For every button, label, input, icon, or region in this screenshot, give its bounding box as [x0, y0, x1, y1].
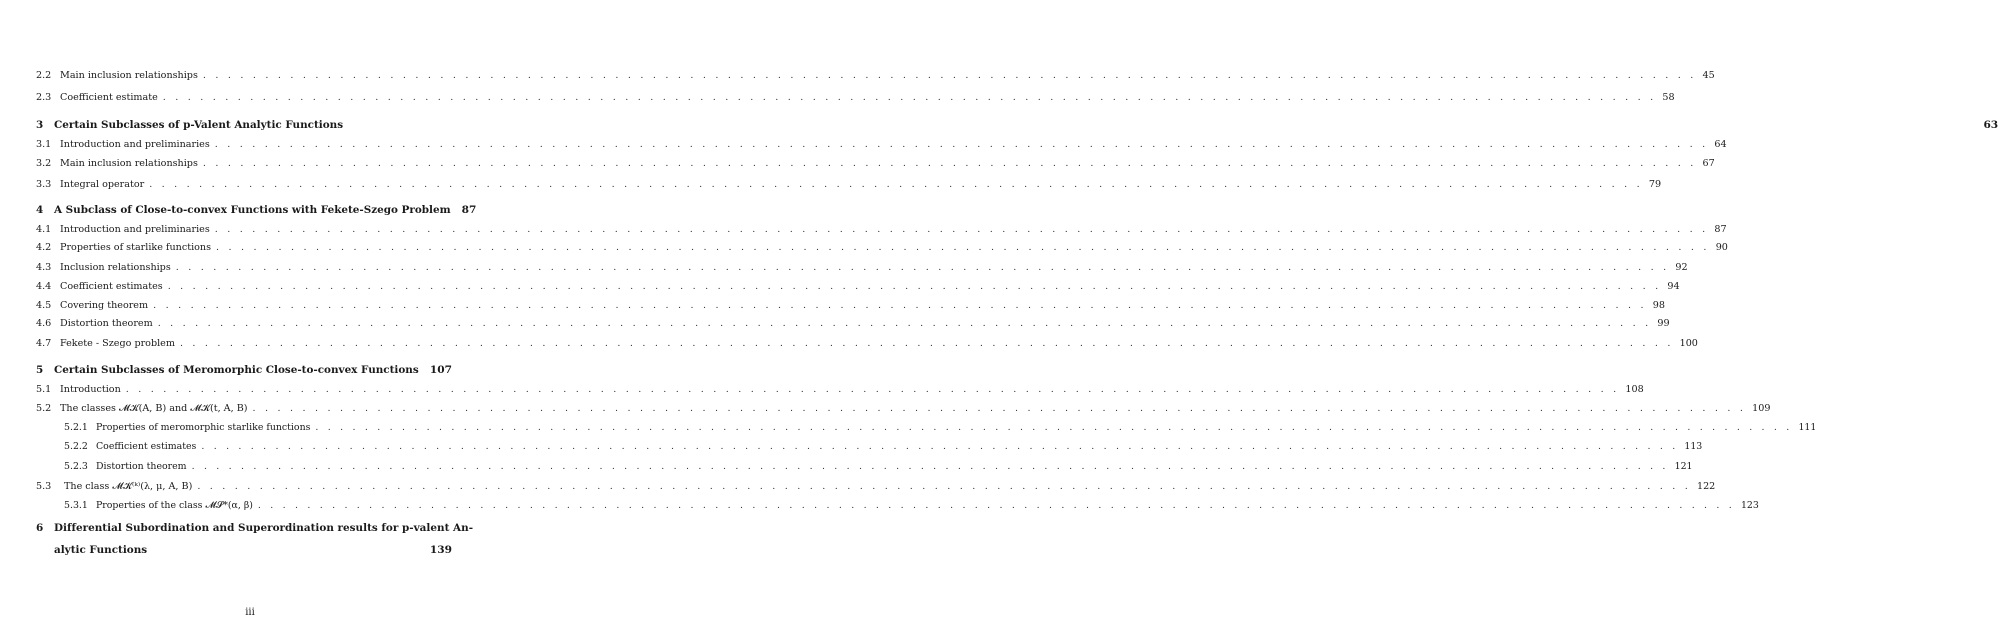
toc-section-row [36, 281, 1680, 292]
toc-section-row [36, 403, 1771, 414]
toc-section-row [36, 70, 1715, 81]
toc-title: Main inclusion relationships [60, 70, 198, 81]
toc-number: 5 [36, 364, 44, 376]
chapter-title-line-1: Differential Subordination and Superordination results for p-valent An- [54, 522, 474, 534]
toc-chapter-row [36, 204, 477, 216]
toc-title: Covering theorem [60, 300, 149, 311]
chapter-number: 6 [36, 522, 44, 534]
toc-page-number: 45 [1702, 70, 1715, 81]
toc-subsection-row [64, 500, 1759, 511]
toc-title: A Subclass of Close-to-convex Functions with Fekete-Szego Problem [54, 204, 451, 216]
toc-page-number: 107 [429, 364, 452, 376]
dot-leader: . . . . . . . . . . . . . . . . . . . . . . . . . . . . . . . . . . . . . . . . . . . . . . . . . . . . . . . . . . . . . . . . . . . . . . . . . . . . . . . . . . . . . . . . . . . . . . . . . . . . . . . . . . . . . . . . . . . . . . . . [214, 224, 1709, 235]
toc-number: 5.2.1 [64, 422, 88, 433]
toc-page-number: 67 [1702, 158, 1715, 169]
toc-title: Properties of the class 𝓜𝓢*(α, β) [96, 500, 253, 511]
toc-title: Properties of starlike functions [60, 242, 212, 253]
toc-section-row [36, 242, 1728, 253]
toc-section-row [36, 318, 1670, 329]
toc-title: Fekete - Szego problem [60, 338, 175, 349]
toc-page-number: 100 [1679, 338, 1698, 349]
toc-number: 2.3 [36, 92, 52, 103]
toc-title: Properties of meromorphic starlike functions [96, 422, 311, 433]
toc-number: 5.3.1 [64, 500, 88, 511]
toc-page-number: 63 [1983, 119, 1998, 131]
toc-number: 4.6 [36, 318, 52, 329]
toc-number: 5.1 [36, 384, 52, 395]
toc-page-number: 108 [1625, 384, 1644, 395]
toc-section-row [36, 338, 1698, 349]
toc-subsection-row [64, 422, 1817, 433]
dot-leader: . . . . . . . . . . . . . . . . . . . . . . . . . . . . . . . . . . . . . . . . . . . . . . . . . . . . . . . . . . . . . . . . . . . . . . . . . . . . . . . . . . . . . . . . . . . . . . . . . . . . . . . . . . . . . . . . . . . . . . . . [191, 461, 1669, 472]
toc-title: Integral operator [60, 179, 145, 190]
chapter-page-number: 139 [429, 544, 452, 556]
toc-number: 3.3 [36, 179, 52, 190]
page-footer-number: iii [245, 607, 255, 618]
dot-leader: . . . . . . . . . . . . . . . . . . . . . . . . . . . . . . . . . . . . . . . . . . . . . . . . . . . . . . . . . . . . . . . . . . . . . . . . . . . . . . . . . . . . . . . . . . . . . . . . . . . . . . . . . . . . . . . . . . . . . . . . [201, 441, 1679, 452]
toc-title: Introduction and preliminaries [60, 224, 210, 235]
toc-title: The classes 𝓜𝓚(A, B) and 𝓜𝓚(t, A, B) [60, 403, 248, 414]
dot-leader: . . . . . . . . . . . . . . . . . . . . . . . . . . . . . . . . . . . . . . . . . . . . . . . . . . . . . . . . . . . . . . . . . . . . . . . . . . . . . . . . . . . . . . . . . . . . . . . . . . . . . . . . . . . . . . . . . . . . . . . . [153, 300, 1647, 311]
toc-number: 5.2.2 [64, 441, 88, 452]
dot-leader: . . . . . . . . . . . . . . . . . . . . . . . . . . . . . . . . . . . . . . . . . . . . . . . . . . . . . . . . . . . . . . . . . . . . . . . . . . . . . . . . . . . . . . . . . . . . . . . . . . . . . . . . . . . . . . . . . . . . . . . . [202, 158, 1697, 169]
toc-title: Coefficient estimates [60, 281, 163, 292]
toc-page-number: 109 [1752, 403, 1771, 414]
toc-number: 3 [36, 119, 44, 131]
toc-page-number: 122 [1696, 481, 1716, 492]
toc-number: 5.3 [36, 481, 52, 492]
dot-leader: . . . . . . . . . . . . . . . . . . . . . . . . . . . . . . . . . . . . . . . . . . . . . . . . . . . . . . . . . . . . . . . . . . . . . . . . . . . . . . . . . . . . . . . . . . . . . . . . . . . . . . . . . . . . . . . . . . . . . . . . [257, 500, 1735, 511]
toc-chapter-row [36, 119, 1998, 131]
toc-title: Certain Subclasses of p-Valent Analytic Functions [54, 119, 344, 131]
toc-title: The class 𝓜𝓚⁽ᵏ⁾(λ, μ, A, B) [64, 481, 193, 492]
toc-section-row [36, 92, 1675, 103]
toc-page-number: 123 [1740, 500, 1759, 511]
toc-number: 4.3 [36, 262, 52, 273]
toc-page-number: 121 [1674, 461, 1693, 472]
toc-subsection-row [64, 441, 1703, 452]
dot-leader: . . . . . . . . . . . . . . . . . . . . . . . . . . . . . . . . . . . . . . . . . . . . . . . . . . . . . . . . . . . . . . . . . . . . . . . . . . . . . . . . . . . . . . . . . . . . . . . . . . . . . . . . . . . . . . . . . . . . . . . . [179, 338, 1674, 349]
toc-subsection-row [64, 461, 1693, 472]
dot-leader: . . . . . . . . . . . . . . . . . . . . . . . . . . . . . . . . . . . . . . . . . . . . . . . . . . . . . . . . . . . . . . . . . . . . . . . . . . . . . . . . . . . . . . . . . . . . . . . . . . . . . . . . . . . . . . . . . . . . . . . . [162, 92, 1657, 103]
toc-page-number: 87 [1714, 224, 1727, 235]
toc-page-number: 94 [1667, 281, 1680, 292]
toc-page-number: 111 [1798, 422, 1817, 433]
dot-leader: . . . . . . . . . . . . . . . . . . . . . . . . . . . . . . . . . . . . . . . . . . . . . . . . . . . . . . . . . . . . . . . . . . . . . . . . . . . . . . . . . . . . . . . . . . . . . . . . . . . . . . . . . . . . . . . . . . . . . . . . [125, 384, 1620, 395]
dot-leader: . . . . . . . . . . . . . . . . . . . . . . . . . . . . . . . . . . . . . . . . . . . . . . . . . . . . . . . . . . . . . . . . . . . . . . . . . . . . . . . . . . . . . . . . . . . . . . . . . . . . . . . . . . . . . . . . . . . . . . . . [175, 262, 1670, 273]
toc-title: Introduction and preliminaries [60, 139, 210, 150]
toc-page-number: 90 [1715, 242, 1728, 253]
toc-section-row [36, 179, 1662, 190]
toc-page-number: 79 [1648, 179, 1662, 190]
toc-title: Distortion theorem [96, 461, 187, 472]
toc-number: 4.7 [36, 338, 52, 349]
toc-title: Main inclusion relationships [60, 158, 198, 169]
toc-page-number: 92 [1675, 262, 1688, 273]
toc-page-number: 98 [1652, 300, 1665, 311]
toc-page-number: 58 [1662, 92, 1675, 103]
toc-page-number: 87 [461, 204, 477, 216]
toc-title: Certain Subclasses of Meromorphic Close-to-convex Functions [54, 364, 419, 376]
dot-leader: . . . . . . . . . . . . . . . . . . . . . . . . . . . . . . . . . . . . . . . . . . . . . . . . . . . . . . . . . . . . . . . . . . . . . . . . . . . . . . . . . . . . . . . . . . . . . . . . . . . . . . . . . . . . . . . . . . . . . . . . [167, 281, 1662, 292]
toc-section-row [36, 481, 1716, 492]
toc-section-row [36, 300, 1665, 311]
toc-title: Distortion theorem [60, 318, 153, 329]
toc-title: Coefficient estimate [60, 92, 158, 103]
toc-number: 5.2.3 [64, 461, 88, 472]
toc-title: Introduction [60, 384, 121, 395]
toc-page-number: 113 [1684, 441, 1703, 452]
toc-number: 3.2 [36, 158, 52, 169]
toc-number: 3.1 [36, 139, 52, 150]
dot-leader: . . . . . . . . . . . . . . . . . . . . . . . . . . . . . . . . . . . . . . . . . . . . . . . . . . . . . . . . . . . . . . . . . . . . . . . . . . . . . . . . . . . . . . . . . . . . . . . . . . . . . . . . . . . . . . . . . . . . . . . . [216, 242, 1710, 253]
toc-section-row [36, 158, 1715, 169]
toc-section-row [36, 384, 1644, 395]
toc-number: 4.1 [36, 224, 52, 235]
toc-page-number: 64 [1714, 139, 1727, 150]
dot-leader: . . . . . . . . . . . . . . . . . . . . . . . . . . . . . . . . . . . . . . . . . . . . . . . . . . . . . . . . . . . . . . . . . . . . . . . . . . . . . . . . . . . . . . . . . . . . . . . . . . . . . . . . . . . . . . . . . . . . . . . . [252, 403, 1747, 414]
dot-leader: . . . . . . . . . . . . . . . . . . . . . . . . . . . . . . . . . . . . . . . . . . . . . . . . . . . . . . . . . . . . . . . . . . . . . . . . . . . . . . . . . . . . . . . . . . . . . . . . . . . . . . . . . . . . . . . . . . . . . . . . [202, 70, 1697, 81]
dot-leader: . . . . . . . . . . . . . . . . . . . . . . . . . . . . . . . . . . . . . . . . . . . . . . . . . . . . . . . . . . . . . . . . . . . . . . . . . . . . . . . . . . . . . . . . . . . . . . . . . . . . . . . . . . . . . . . . . . . . . . . . [157, 318, 1652, 329]
dot-leader: . . . . . . . . . . . . . . . . . . . . . . . . . . . . . . . . . . . . . . . . . . . . . . . . . . . . . . . . . . . . . . . . . . . . . . . . . . . . . . . . . . . . . . . . . . . . . . . . . . . . . . . . . . . . . . . . . . . . . . . . [197, 481, 1691, 492]
toc-title: Inclusion relationships [60, 262, 171, 273]
chapter-title-line-2: alytic Functions [54, 544, 148, 556]
dot-leader: . . . . . . . . . . . . . . . . . . . . . . . . . . . . . . . . . . . . . . . . . . . . . . . . . . . . . . . . . . . . . . . . . . . . . . . . . . . . . . . . . . . . . . . . . . . . . . . . . . . . . . . . . . . . . . . . . . . . . . . . [214, 139, 1709, 150]
toc-number: 4.5 [36, 300, 52, 311]
toc-number: 4.2 [36, 242, 52, 253]
dot-leader: . . . . . . . . . . . . . . . . . . . . . . . . . . . . . . . . . . . . . . . . . . . . . . . . . . . . . . . . . . . . . . . . . . . . . . . . . . . . . . . . . . . . . . . . . . . . . . . . . . . . . . . . . . . . . . . . . . . . . . . . [315, 422, 1793, 433]
toc-section-row [36, 224, 1727, 235]
toc-title: Coefficient estimates [96, 441, 197, 452]
toc-number: 4.4 [36, 281, 52, 292]
toc-section-row [36, 262, 1688, 273]
toc-page-number: 99 [1657, 318, 1670, 329]
toc-section-row [36, 139, 1727, 150]
toc-number: 2.2 [36, 70, 52, 81]
toc-number: 5.2 [36, 403, 52, 414]
toc-chapter-row [36, 364, 452, 376]
dot-leader: . . . . . . . . . . . . . . . . . . . . . . . . . . . . . . . . . . . . . . . . . . . . . . . . . . . . . . . . . . . . . . . . . . . . . . . . . . . . . . . . . . . . . . . . . . . . . . . . . . . . . . . . . . . . . . . . . . . . . . . . [149, 179, 1643, 190]
toc-number: 4 [36, 204, 44, 216]
